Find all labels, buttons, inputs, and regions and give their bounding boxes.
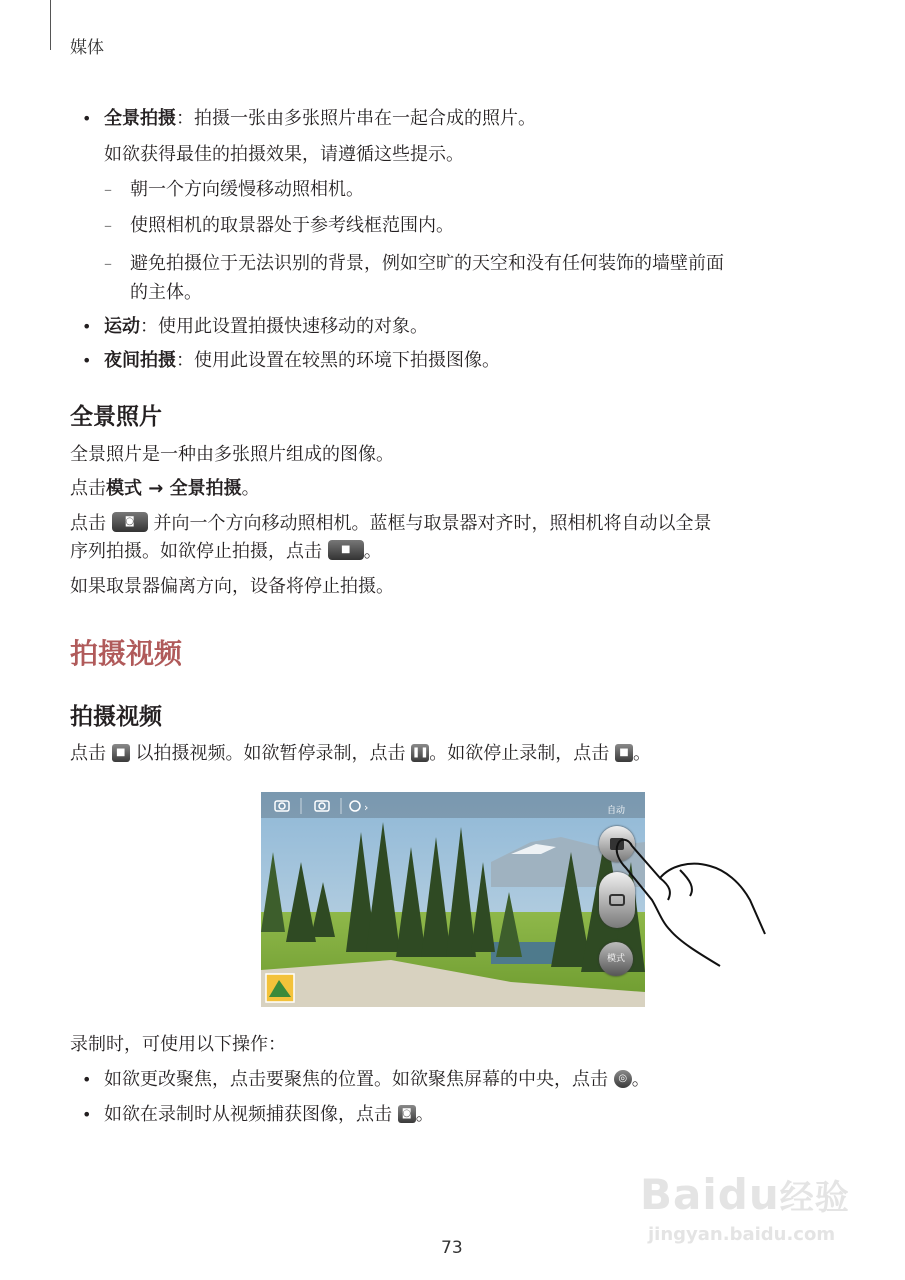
capture-camera-icon: ◙ <box>398 1105 416 1123</box>
recording-op-capture: 如欲在录制时从视频捕获图像，点击 ◙ 。 <box>104 1104 434 1125</box>
panorama-heading: 全景照片 <box>70 404 162 430</box>
panorama-p4: 如果取景器偏离方向，设备将停止拍摄。 <box>70 576 394 597</box>
svg-text:›: › <box>364 801 369 814</box>
header-rule <box>50 0 51 50</box>
stop-button-icon: ■ <box>328 540 364 560</box>
mode-night: 夜间拍摄：使用此设置在较黑的环境下拍摄图像。 <box>104 350 500 371</box>
panorama-p3: 点击 ◙ 并向一个方向移动照相机。蓝框与取景器对齐时，照相机将自动以全景 <box>70 513 712 534</box>
panorama-p2: 点击模式 → 全景拍摄。 <box>70 478 260 499</box>
video-p1: 点击 ■ 以拍摄视频。如欲暂停录制，点击 ❚❚ 。如欲停止录制，点击 ■ 。 <box>70 743 651 764</box>
watermark-url: jingyan.baidu.com <box>648 1224 836 1245</box>
hand-tap-icon <box>600 830 770 970</box>
focus-center-icon: ◎ <box>614 1070 632 1088</box>
bullet: • <box>82 1105 92 1124</box>
section-header: 媒体 <box>70 38 104 58</box>
bullet: • <box>82 1070 92 1089</box>
tip-item: 使照相机的取景器处于参考线框范围内。 <box>130 215 454 236</box>
tip-item: 朝一个方向缓慢移动照相机。 <box>130 179 364 200</box>
tip-item: 避免拍摄位于无法识别的背景，例如空旷的天空和没有任何装饰的墙壁前面 <box>130 253 724 274</box>
video-heading: 拍摄视频 <box>70 704 162 730</box>
mode-panorama: 全景拍摄：拍摄一张由多张照片串在一起合成的照片。 <box>104 108 536 129</box>
stop-icon: ■ <box>615 744 633 762</box>
bullet: • <box>82 109 92 128</box>
recording-op-focus: 如欲更改聚焦，点击要聚焦的位置。如欲聚焦屏幕的中央，点击 ◎ 。 <box>104 1069 650 1090</box>
recording-intro: 录制时，可使用以下操作： <box>70 1034 286 1055</box>
panorama-p1: 全景照片是一种由多张照片组成的图像。 <box>70 444 394 465</box>
dash: – <box>104 254 112 273</box>
dash: – <box>104 216 112 235</box>
chapter-title: 拍摄视频 <box>70 637 183 670</box>
mode-button[interactable]: 模式 <box>599 942 633 976</box>
panorama-p3-continued: 序列拍摄。如欲停止拍摄，点击 ■ 。 <box>70 541 382 562</box>
bullet: • <box>82 317 92 336</box>
mode-sports: 运动：使用此设置拍摄快速移动的对象。 <box>104 316 428 337</box>
tips-intro: 如欲获得最佳的拍摄效果，请遵循这些提示。 <box>104 144 464 165</box>
camera-preview-image <box>261 792 645 1007</box>
bullet: • <box>82 351 92 370</box>
dash: – <box>104 180 112 199</box>
auto-label: 自动 <box>606 806 625 816</box>
camera-screenshot <box>261 792 645 1007</box>
record-icon: ■ <box>112 744 130 762</box>
camera-button-icon: ◙ <box>112 512 148 532</box>
page-number: 73 <box>441 1238 463 1258</box>
tip-item-continued: 的主体。 <box>130 282 202 303</box>
pause-icon: ❚❚ <box>411 744 429 762</box>
watermark-logo: Baidu经验 <box>640 1170 850 1219</box>
